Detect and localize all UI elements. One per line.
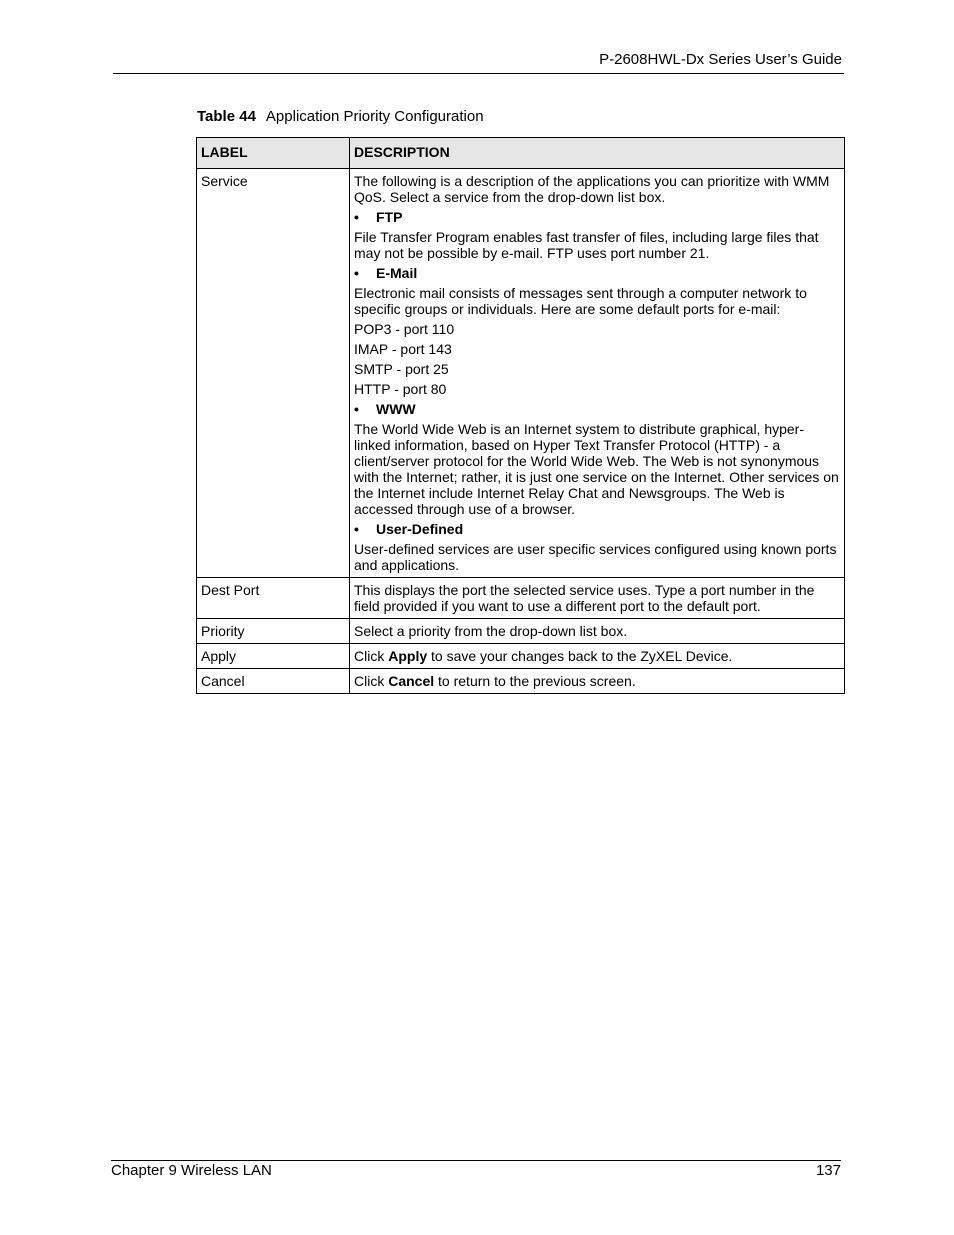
apply-keyword: Apply <box>388 648 428 664</box>
cancel-text-post: to return to the previous screen. <box>434 673 636 689</box>
running-header: P-2608HWL-Dx Series User’s Guide <box>599 51 842 68</box>
application-priority-table <box>196 137 845 694</box>
table-header-row <box>197 138 845 169</box>
port-smtp: SMTP - port 25 <box>354 361 449 377</box>
label-header: LABEL <box>197 138 350 169</box>
page-number: 137 <box>815 1162 841 1179</box>
service-label: Service <box>197 169 350 578</box>
cancel-label: Cancel <box>197 669 350 694</box>
apply-text-pre: Click <box>354 648 389 664</box>
cancel-text-pre: Click <box>354 673 389 689</box>
table-title: Application Priority Configuration <box>265 108 484 125</box>
header-rule <box>113 73 844 74</box>
user-defined-bullet <box>354 521 840 537</box>
email-text: Electronic mail consists of messages sent through a computer network to specific groups or individuals. Here are some default ports for e-mail: <box>354 285 807 317</box>
ftp-bullet <box>354 209 840 225</box>
priority-label: Priority <box>197 619 350 644</box>
email-title: E-Mail <box>376 265 418 281</box>
footer-rule <box>111 1160 841 1161</box>
www-title: WWW <box>376 401 416 417</box>
www-text: The World Wide Web is an Internet system to distribute graphical, hyper-linked information, based on Hyper Text Transfer Protocol (HTTP) - a client/server protocol for the World Wide Web. The Web is not synonymous with the Internet; rather, it is just one service on the Internet. Other services on the Internet include Internet Relay Chat and Newsgroups. The Web is accessed through use of a browser. <box>354 421 839 517</box>
port-imap: IMAP - port 143 <box>354 341 452 357</box>
service-intro: The following is a description of the applications you can prioritize with WMM QoS. Select a service from the drop-down list box. <box>354 173 830 205</box>
service-description <box>350 169 845 578</box>
bullet-dot: • <box>354 209 359 225</box>
apply-text-post: to save your changes back to the ZyXEL Device. <box>427 648 733 664</box>
dest-port-label: Dest Port <box>197 578 350 619</box>
apply-description <box>350 644 845 669</box>
bullet-dot: • <box>354 401 359 417</box>
table-row-cancel <box>197 669 845 694</box>
port-pop3: POP3 - port 110 <box>354 321 455 337</box>
table-row-priority <box>197 619 845 644</box>
priority-description: Select a priority from the drop-down list box. <box>350 619 845 644</box>
table-row-dest-port <box>197 578 845 619</box>
ftp-text: File Transfer Program enables fast transfer of files, including large files that may not be possible by e-mail. FTP uses port number 21. <box>354 229 819 261</box>
table-caption <box>197 108 484 126</box>
bullet-dot: • <box>354 521 359 537</box>
bullet-dot: • <box>354 265 359 281</box>
footer-chapter: Chapter 9 Wireless LAN <box>111 1162 272 1179</box>
table-number: Table 44 <box>197 108 256 125</box>
cancel-description <box>350 669 845 694</box>
table-row-service <box>197 169 845 578</box>
www-bullet <box>354 401 840 417</box>
port-http: HTTP - port 80 <box>354 381 447 397</box>
ftp-title: FTP <box>376 209 403 225</box>
user-defined-title: User-Defined <box>376 521 464 537</box>
apply-label: Apply <box>197 644 350 669</box>
dest-port-description: This displays the port the selected service uses. Type a port number in the field provided if you want to use a different port to the default port. <box>350 578 845 619</box>
description-header: DESCRIPTION <box>350 138 845 169</box>
table-row-apply <box>197 644 845 669</box>
cancel-keyword: Cancel <box>388 673 435 689</box>
user-defined-text: User-defined services are user specific services configured using known ports and applications. <box>354 541 837 573</box>
email-bullet <box>354 265 840 281</box>
